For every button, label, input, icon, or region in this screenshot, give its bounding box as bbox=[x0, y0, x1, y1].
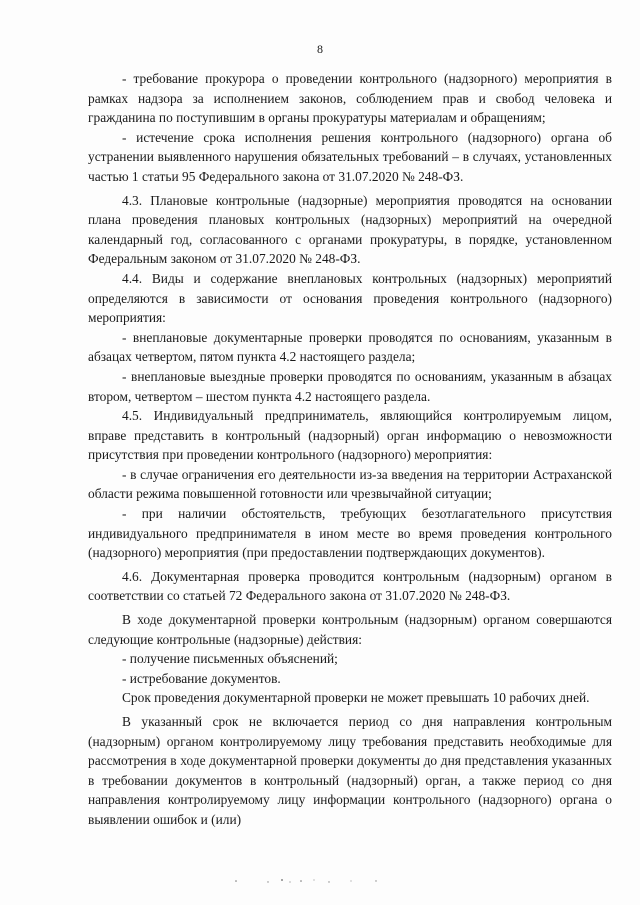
paragraph: В ходе документарной проверки контрольным (надзорным) органом совершаются следующие контрольные (надзорные) действия: bbox=[88, 612, 612, 647]
paragraph: - требование прокурора о проведении контрольного (надзорного) мероприятия в рамках надзора за исполнением законов, соблюдением прав и свобод человека и гражданина по поступившим в органы прокуратуры материалам и обращениям; bbox=[88, 71, 612, 126]
paragraph: 4.5. Индивидуальный предприниматель, являющийся контролируемым лицом, вправе представить в контрольный (надзорный) орган информацию о невозможности присутствия при проведении контрольного (надзорного) мероприятия: bbox=[88, 408, 612, 463]
page-number: 8 bbox=[317, 42, 323, 56]
paragraph: - внеплановые выездные проверки проводятся по основаниям, указанным в абзацах втором, четвертом – шестом пункта 4.2 настоящего раздела. bbox=[88, 368, 612, 404]
paragraph: В указанный срок не включается период со дня направления контрольным (надзорным) органом контролируемому лицу требования представить необходимые для рассмотрения в ходе документарной проверки документы до дня представления указанных в требовании документов в контрольный (надзорный) орган, а также период со дня направления контролируемому лицу информации контрольного (надзорного) органа о выявлении ошибок и (или) bbox=[88, 714, 612, 827]
paragraph: 4.3. Плановые контрольные (надзорные) мероприятия проводятся на основании плана проведения плановых контрольных (надзорных) мероприятий на очередной календарный год, согласованного с органами прокуратуры, в порядке, установленном Федеральным законом от 31.07.2020 № 248-ФЗ. bbox=[88, 192, 612, 267]
paragraph: - истечение срока исполнения решения контрольного (надзорного) органа об устранении выявленного нарушения обязательных требований – в случаях, установленных частью 1 статьи 95 Федерального закона от 31.07.2020 № 248-ФЗ. bbox=[88, 129, 612, 184]
document-body bbox=[88, 69, 612, 830]
paragraph: Срок проведения документарной проверки не может превышать 10 рабочих дней. bbox=[122, 690, 590, 706]
paragraph: - при наличии обстоятельств, требующих безотлагательного присутствия индивидуального предпринимателя в ином месте во время проведения контрольного (надзорного) мероприятия (при предоставлении подтверждающих документов). bbox=[88, 506, 612, 561]
paragraph: 4.4. Виды и содержание внеплановых контрольных (надзорных) мероприятий определяются в зависимости от основания проведения контрольного (надзорного) мероприятия: bbox=[88, 270, 612, 326]
paragraph: 4.6. Документарная проверка проводится контрольным (надзорным) органом в соответствии со статьей 72 Федерального закона от 31.07.2020 № 248-ФЗ. bbox=[88, 568, 612, 604]
paragraph: - внеплановые документарные проверки проводятся по основаниям, указанным в абзацах четвертом, пятом пункта 4.2 настоящего раздела; bbox=[88, 329, 612, 365]
paragraph: - истребование документов. bbox=[122, 670, 281, 686]
paragraph: - получение письменных объяснений; bbox=[122, 651, 338, 667]
paragraph: - в случае ограничения его деятельности из-за введения на территории Астраханской области режима повышенной готовности или чрезвычайной ситуации; bbox=[88, 466, 612, 502]
scan-artifact bbox=[230, 877, 400, 885]
